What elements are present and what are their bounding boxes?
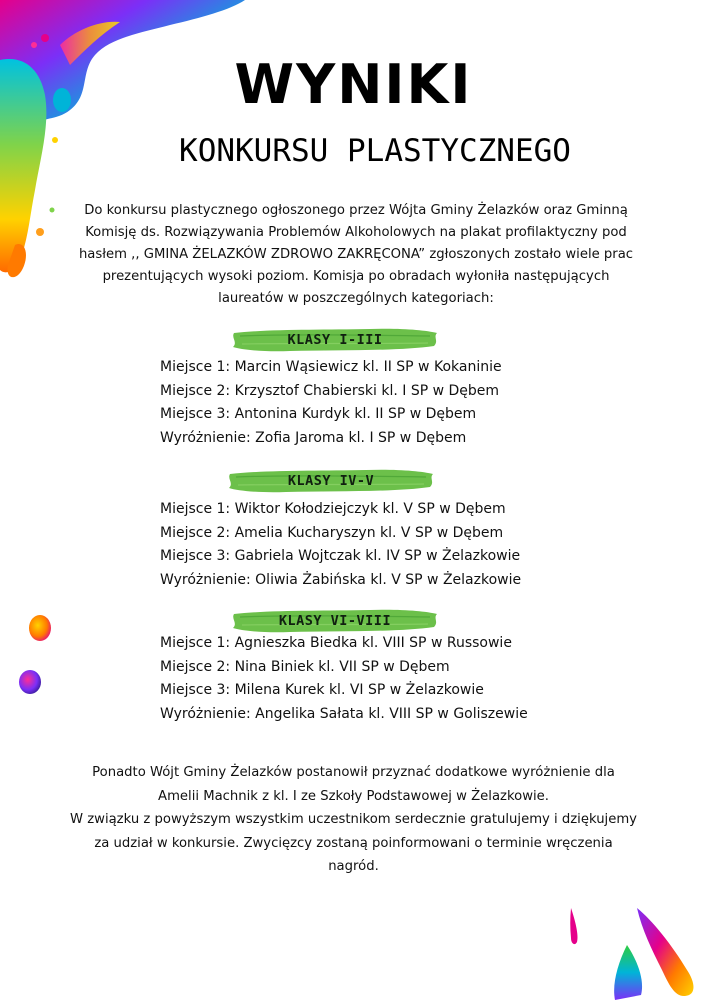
list-item: Miejsce 2: Nina Biniek kl. VII SP w Dębem: [160, 658, 450, 675]
closing-paragraph-1: Ponadto Wójt Gminy Żelazków postanowił przyznać dodatkowe wyróżnienie dla Amelii Machnik z kl. I ze Szkoły Podstawowej w Żelazkowie.: [92, 765, 615, 804]
results-list-3: [160, 632, 640, 726]
results-list-1: [160, 356, 640, 450]
category-label: KLASY IV-V: [287, 473, 375, 489]
category-band-2: [226, 468, 436, 494]
list-item: Wyróżnienie: Oliwia Żabińska kl. V SP w Żelazkowie: [160, 571, 522, 588]
list-item: Miejsce 1: Marcin Wąsiewicz kl. II SP w Kokaninie: [160, 359, 502, 375]
list-item: Miejsce 2: Amelia Kucharyszyn kl. V SP w Dębem: [160, 524, 504, 541]
paint-splash-bottom-right: [557, 900, 707, 1000]
closing-section: [70, 761, 637, 879]
results-list-2: [160, 498, 640, 592]
list-item: Wyróżnienie: Zofia Jaroma kl. I SP w Dębem: [160, 429, 467, 446]
list-item: Miejsce 2: Krzysztof Chabierski kl. I SP w Dębem: [160, 382, 500, 399]
page-title: WYNIKI: [234, 53, 473, 116]
category-label: KLASY VI-VIII: [278, 613, 392, 629]
category-band-1: [230, 327, 440, 353]
list-item: Wyróżnienie: Angelika Sałata kl. VIII SP w Goliszewie: [160, 705, 528, 722]
page-subtitle: KONKURSU PLASTYCZNEGO: [179, 133, 571, 169]
paint-drops-left: [12, 610, 72, 700]
list-item: Miejsce 1: Agnieszka Biedka kl. VIII SP w Russowie: [160, 635, 512, 651]
category-label: KLASY I-III: [287, 332, 383, 348]
closing-paragraph-2: W związku z powyższym wszystkim uczestnikom serdecznie gratulujemy i dziękujemy za udział w konkursie. Zwycięzcy zostaną poinformowani o terminie wręczenia nagród.: [70, 812, 637, 874]
list-item: Miejsce 3: Gabriela Wojtczak kl. IV SP w Żelazkowie: [160, 548, 521, 564]
list-item: Miejsce 3: Antonina Kurdyk kl. II SP w Dębem: [160, 406, 477, 422]
list-item: Miejsce 3: Milena Kurek kl. VI SP w Żelazkowie: [160, 682, 484, 698]
intro-paragraph: Do konkursu plastycznego ogłoszonego przez Wójta Gminy Żelazków oraz Gminną Komisję ds. Rozwiązywania Problemów Alkoholowych na plakat profilaktyczny pod hasłem ,, GMINA ŻELAZKÓW ZDROWO ZAKRĘCONA” zgłoszonych zostało wiele prac prezentujących wysoki poziom. Komisja po obradach wyłoniła następujących laureatów w poszczególnych kategoriach:: [78, 203, 634, 306]
category-band-3: [230, 608, 440, 634]
list-item: Miejsce 1: Wiktor Kołodziejczyk kl. V SP w Dębem: [160, 501, 506, 517]
